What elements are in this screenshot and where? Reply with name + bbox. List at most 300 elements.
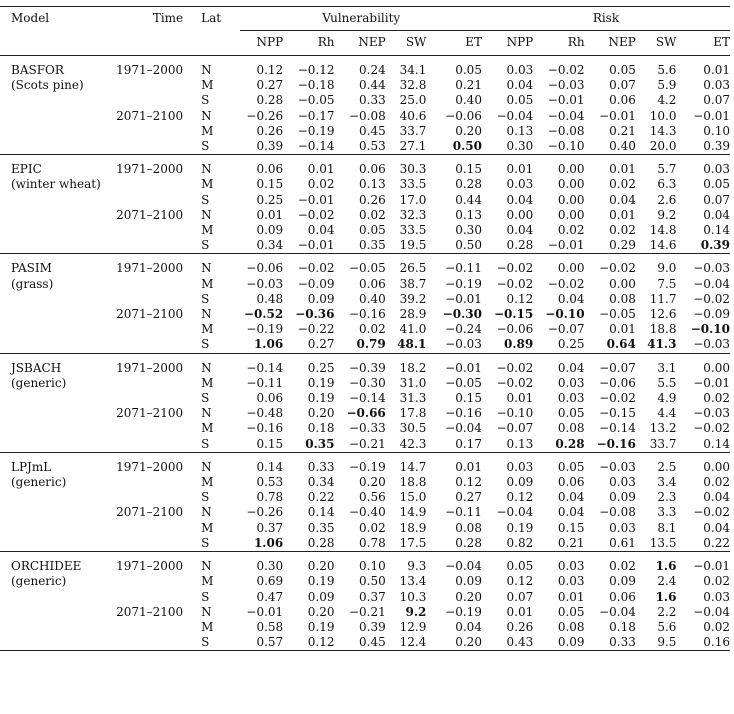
value-cell: 0.03 bbox=[533, 552, 584, 575]
value-cell: 14.9 bbox=[399, 505, 427, 520]
time-period: 2071–2100 bbox=[116, 406, 184, 421]
time-period bbox=[102, 93, 190, 108]
table-row bbox=[0, 505, 730, 520]
value-cell: 0.15 bbox=[455, 391, 482, 406]
model-name: JSBACH bbox=[0, 353, 102, 376]
table-row bbox=[0, 552, 730, 575]
value-cell: −0.01 bbox=[297, 192, 335, 207]
value-cell: −0.01 bbox=[445, 291, 482, 306]
latitude-band: N bbox=[189, 353, 240, 376]
model-subtitle: (generic) bbox=[11, 375, 67, 390]
time-period: 1971–2000 bbox=[102, 254, 190, 277]
value-cell: 0.79 bbox=[356, 337, 386, 352]
value-cell: 0.19 bbox=[506, 520, 534, 535]
value-cell: 9.2 bbox=[657, 207, 677, 222]
value-cell: 0.05 bbox=[506, 93, 534, 108]
value-cell: −0.08 bbox=[547, 123, 585, 138]
value-cell: 39.2 bbox=[399, 291, 427, 306]
value-cell: 0.35 bbox=[359, 238, 386, 253]
latitude-band: N bbox=[189, 56, 240, 79]
model-cell-empty bbox=[0, 337, 102, 353]
value-cell: 0.13 bbox=[455, 207, 482, 222]
value-cell: 0.06 bbox=[557, 475, 585, 490]
value-cell: 0.02 bbox=[585, 552, 636, 575]
latitude-band: N bbox=[201, 207, 212, 222]
value-cell: 4.9 bbox=[657, 391, 677, 406]
latitude-band: M bbox=[201, 223, 214, 238]
value-cell: 0.15 bbox=[557, 520, 585, 535]
value-cell: −0.02 bbox=[533, 56, 584, 79]
header-var-et-vulnerability: ET bbox=[426, 31, 482, 56]
value-cell: 0.28 bbox=[256, 93, 284, 108]
value-cell: −0.07 bbox=[547, 322, 585, 337]
value-cell: 0.04 bbox=[307, 223, 335, 238]
time-period: 1971–2000 bbox=[102, 353, 190, 376]
time-period: 2071–2100 bbox=[116, 505, 184, 520]
value-cell: 42.3 bbox=[399, 436, 427, 451]
model-name: ORCHIDEE bbox=[0, 552, 102, 575]
time-period bbox=[102, 391, 190, 406]
model-cell-empty bbox=[0, 620, 102, 635]
header-risk: Risk bbox=[482, 7, 730, 31]
value-cell: 0.02 bbox=[609, 223, 636, 238]
latitude-band: S bbox=[201, 589, 210, 604]
model-name: BASFOR bbox=[0, 56, 102, 79]
value-cell: 0.07 bbox=[703, 93, 730, 108]
model-name: EPIC bbox=[0, 155, 102, 178]
value-cell: 0.40 bbox=[359, 291, 386, 306]
value-cell: 31.3 bbox=[399, 391, 427, 406]
value-cell: 0.04 bbox=[506, 192, 534, 207]
value-cell: −0.01 bbox=[693, 375, 730, 390]
value-cell: 0.21 bbox=[455, 78, 482, 93]
value-cell: 0.44 bbox=[455, 192, 482, 207]
value-cell: −0.06 bbox=[599, 375, 636, 390]
value-cell: 0.02 bbox=[703, 619, 730, 634]
value-cell: 0.47 bbox=[256, 589, 284, 604]
value-cell: 5.6 bbox=[636, 56, 677, 79]
value-cell: −0.16 bbox=[445, 406, 482, 421]
value-cell: 10.3 bbox=[399, 589, 427, 604]
value-cell: 0.03 bbox=[557, 375, 585, 390]
time-period: 1971–2000 bbox=[102, 552, 190, 575]
value-cell: 0.14 bbox=[240, 452, 283, 475]
latitude-band: M bbox=[201, 177, 214, 192]
value-cell: 0.48 bbox=[256, 291, 284, 306]
value-cell: 0.27 bbox=[256, 78, 284, 93]
value-cell: 0.35 bbox=[305, 436, 335, 451]
model-cell-empty bbox=[0, 124, 102, 139]
model-cell-empty bbox=[0, 208, 102, 223]
value-cell: 0.33 bbox=[359, 93, 386, 108]
value-cell: 12.9 bbox=[399, 619, 427, 634]
value-cell: −0.03 bbox=[445, 337, 482, 352]
value-cell: −0.07 bbox=[496, 421, 534, 436]
value-cell: 0.25 bbox=[256, 192, 284, 207]
value-cell: −0.01 bbox=[297, 238, 335, 253]
latitude-band: N bbox=[201, 307, 212, 322]
latitude-band: N bbox=[189, 155, 240, 178]
model-subtitle: (Scots pine) bbox=[11, 78, 84, 93]
value-cell: −0.04 bbox=[547, 108, 585, 123]
value-cell: −0.16 bbox=[246, 421, 284, 436]
value-cell: 30.5 bbox=[399, 421, 427, 436]
value-cell: 15.0 bbox=[399, 490, 427, 505]
value-cell: 0.12 bbox=[506, 291, 534, 306]
model-cell-empty bbox=[0, 139, 102, 155]
value-cell: −0.15 bbox=[599, 406, 636, 421]
value-cell: 0.02 bbox=[359, 520, 386, 535]
value-cell: 0.08 bbox=[455, 520, 482, 535]
value-cell: 0.01 bbox=[557, 589, 585, 604]
value-cell: −0.14 bbox=[348, 391, 386, 406]
table-row bbox=[0, 322, 730, 337]
value-cell: 0.07 bbox=[506, 589, 534, 604]
value-cell: 12.6 bbox=[649, 307, 677, 322]
value-cell: 0.04 bbox=[703, 520, 730, 535]
latitude-band: S bbox=[189, 635, 240, 651]
value-cell: 0.01 bbox=[609, 207, 636, 222]
value-cell: 0.34 bbox=[256, 238, 284, 253]
value-cell: 0.18 bbox=[307, 421, 335, 436]
model-cell-empty bbox=[0, 421, 102, 436]
latitude-band: M bbox=[201, 619, 214, 634]
value-cell: −0.04 bbox=[496, 505, 534, 520]
value-cell: 2.6 bbox=[657, 192, 677, 207]
table-row bbox=[0, 337, 730, 353]
value-cell: 0.05 bbox=[557, 406, 585, 421]
value-cell: 0.29 bbox=[609, 238, 636, 253]
value-cell: 0.15 bbox=[256, 177, 284, 192]
model-subtitle: (grass) bbox=[11, 276, 54, 291]
value-cell: 0.05 bbox=[359, 223, 386, 238]
value-cell: 34.1 bbox=[386, 56, 427, 79]
value-cell: 0.69 bbox=[256, 574, 284, 589]
value-cell: 3.3 bbox=[657, 505, 677, 520]
value-cell: −0.08 bbox=[348, 108, 386, 123]
table-row bbox=[0, 620, 730, 635]
table-row bbox=[0, 406, 730, 421]
time-period bbox=[102, 421, 190, 436]
value-cell: −0.22 bbox=[297, 322, 335, 337]
value-cell: 0.00 bbox=[557, 207, 585, 222]
value-cell: 0.13 bbox=[506, 123, 534, 138]
value-cell: −0.19 bbox=[445, 276, 482, 291]
time-period bbox=[102, 277, 190, 292]
value-cell: −0.21 bbox=[348, 604, 386, 619]
value-cell: −0.09 bbox=[693, 307, 730, 322]
value-cell: 20.0 bbox=[649, 139, 677, 154]
value-cell: −0.21 bbox=[348, 436, 386, 451]
value-cell: 11.7 bbox=[649, 291, 677, 306]
table-row bbox=[0, 307, 730, 322]
value-cell: 0.30 bbox=[240, 552, 283, 575]
time-period: 1971–2000 bbox=[102, 452, 190, 475]
value-cell: 0.01 bbox=[676, 56, 730, 79]
value-cell: −0.01 bbox=[599, 108, 636, 123]
value-cell: 6.3 bbox=[657, 177, 677, 192]
value-cell: 0.50 bbox=[455, 238, 482, 253]
value-cell: −0.11 bbox=[426, 254, 482, 277]
table-row bbox=[0, 353, 730, 376]
value-cell: −0.16 bbox=[348, 307, 386, 322]
latitude-band: S bbox=[201, 192, 210, 207]
value-cell: −0.06 bbox=[240, 254, 283, 277]
value-cell: 18.2 bbox=[386, 353, 427, 376]
value-cell: 0.07 bbox=[703, 192, 730, 207]
value-cell: 0.09 bbox=[307, 291, 335, 306]
value-cell: −0.02 bbox=[599, 391, 636, 406]
value-cell: 0.02 bbox=[557, 223, 585, 238]
value-cell: 0.00 bbox=[506, 207, 534, 222]
latitude-band: S bbox=[201, 436, 210, 451]
time-period bbox=[102, 490, 190, 505]
time-period bbox=[102, 574, 190, 589]
value-cell: 0.06 bbox=[609, 589, 636, 604]
value-cell: 0.13 bbox=[506, 436, 534, 451]
table-row bbox=[0, 635, 730, 651]
model-cell-empty bbox=[0, 109, 102, 124]
value-cell: 2.2 bbox=[657, 604, 677, 619]
latitude-band: S bbox=[201, 93, 210, 108]
latitude-band: N bbox=[201, 505, 212, 520]
time-period bbox=[102, 193, 190, 208]
header-row-variables bbox=[0, 31, 730, 56]
value-cell: 10.0 bbox=[649, 108, 677, 123]
value-cell: −0.03 bbox=[547, 78, 585, 93]
latitude-band: M bbox=[201, 123, 214, 138]
value-cell: 1.6 bbox=[636, 552, 677, 575]
value-cell: 0.00 bbox=[676, 452, 730, 475]
value-cell: 0.26 bbox=[506, 619, 534, 634]
value-cell: −0.26 bbox=[246, 505, 284, 520]
value-cell: 0.19 bbox=[307, 391, 335, 406]
value-cell: 0.05 bbox=[482, 552, 533, 575]
value-cell: 0.09 bbox=[256, 223, 284, 238]
value-cell: 0.01 bbox=[283, 155, 334, 178]
latitude-band: N bbox=[189, 452, 240, 475]
time-period bbox=[102, 322, 190, 337]
value-cell: −0.01 bbox=[547, 93, 585, 108]
table-row bbox=[0, 490, 730, 505]
table-row bbox=[0, 574, 730, 589]
latitude-band: S bbox=[201, 490, 210, 505]
model-subtitle: (generic) bbox=[11, 475, 67, 490]
value-cell: 0.10 bbox=[334, 552, 385, 575]
value-cell: −0.12 bbox=[283, 56, 334, 79]
header-time: Time bbox=[102, 7, 190, 31]
value-cell: −0.01 bbox=[693, 108, 730, 123]
time-period bbox=[102, 337, 190, 353]
value-cell: 0.02 bbox=[703, 475, 730, 490]
value-cell: 32.8 bbox=[399, 78, 427, 93]
value-cell: 0.09 bbox=[533, 635, 584, 651]
value-cell: 1.06 bbox=[253, 535, 284, 550]
table-row bbox=[0, 193, 730, 208]
table-row bbox=[0, 93, 730, 108]
model-name: LPJmL bbox=[0, 452, 102, 475]
latitude-band: N bbox=[201, 604, 212, 619]
value-cell: 0.30 bbox=[455, 223, 482, 238]
value-cell: −0.02 bbox=[693, 505, 730, 520]
value-cell: −0.30 bbox=[442, 307, 482, 322]
table-row bbox=[0, 475, 730, 490]
value-cell: 0.53 bbox=[359, 139, 386, 154]
value-cell: −0.11 bbox=[246, 375, 284, 390]
table-row bbox=[0, 452, 730, 475]
latitude-band: N bbox=[189, 254, 240, 277]
value-cell: 14.3 bbox=[649, 123, 677, 138]
value-cell: −0.04 bbox=[693, 276, 730, 291]
value-cell: 0.12 bbox=[240, 56, 283, 79]
latitude-band: M bbox=[201, 322, 214, 337]
value-cell: 9.5 bbox=[636, 635, 677, 651]
value-cell: 0.14 bbox=[307, 505, 335, 520]
value-cell: 0.40 bbox=[609, 139, 636, 154]
value-cell: −0.01 bbox=[547, 238, 585, 253]
value-cell: −0.02 bbox=[297, 207, 335, 222]
value-cell: 0.02 bbox=[359, 207, 386, 222]
value-cell: 0.16 bbox=[676, 635, 730, 651]
value-cell: 0.03 bbox=[557, 391, 585, 406]
value-cell: 33.7 bbox=[649, 436, 677, 451]
time-period bbox=[102, 620, 190, 635]
latitude-band: M bbox=[201, 375, 214, 390]
table-row bbox=[0, 109, 730, 124]
time-period bbox=[102, 376, 190, 391]
header-var-nep-vulnerability: NEP bbox=[334, 31, 385, 56]
value-cell: 0.03 bbox=[482, 452, 533, 475]
value-cell: 33.7 bbox=[399, 123, 427, 138]
model-cell-empty bbox=[0, 590, 102, 605]
value-cell: 0.05 bbox=[557, 604, 585, 619]
value-cell: 0.09 bbox=[609, 574, 636, 589]
value-cell: 0.82 bbox=[506, 535, 534, 550]
latitude-band: S bbox=[201, 291, 210, 306]
value-cell: 0.40 bbox=[455, 93, 482, 108]
value-cell: 0.02 bbox=[703, 391, 730, 406]
value-cell: 0.20 bbox=[455, 589, 482, 604]
value-cell: 0.34 bbox=[307, 475, 335, 490]
table-row bbox=[0, 56, 730, 79]
value-cell: −0.02 bbox=[496, 276, 534, 291]
latitude-band: M bbox=[201, 421, 214, 436]
value-cell: 0.53 bbox=[256, 475, 284, 490]
time-period bbox=[102, 590, 190, 605]
model-cell-empty bbox=[0, 307, 102, 322]
value-cell: 0.18 bbox=[609, 619, 636, 634]
value-cell: 0.12 bbox=[283, 635, 334, 651]
value-cell: −0.02 bbox=[496, 375, 534, 390]
value-cell: 0.78 bbox=[359, 535, 386, 550]
time-period bbox=[102, 475, 190, 490]
table-row bbox=[0, 605, 730, 620]
value-cell: 0.37 bbox=[359, 589, 386, 604]
latitude-band: N bbox=[201, 108, 212, 123]
value-cell: 0.50 bbox=[452, 139, 482, 154]
value-cell: −0.02 bbox=[693, 421, 730, 436]
value-cell: 2.4 bbox=[657, 574, 677, 589]
table-row bbox=[0, 223, 730, 238]
value-cell: 0.04 bbox=[703, 490, 730, 505]
value-cell: 0.14 bbox=[703, 436, 730, 451]
value-cell: 4.2 bbox=[657, 93, 677, 108]
latitude-band: S bbox=[201, 337, 210, 352]
value-cell: 0.01 bbox=[482, 155, 533, 178]
value-cell: −0.39 bbox=[334, 353, 385, 376]
value-cell: 0.21 bbox=[557, 535, 585, 550]
value-cell: 0.01 bbox=[506, 604, 534, 619]
value-cell: −0.14 bbox=[297, 139, 335, 154]
model-cell-empty bbox=[0, 292, 102, 307]
value-cell: 0.45 bbox=[334, 635, 385, 651]
value-cell: 0.17 bbox=[455, 436, 482, 451]
value-cell: 0.27 bbox=[307, 337, 335, 352]
value-cell: 0.01 bbox=[585, 155, 636, 178]
value-cell: 0.00 bbox=[557, 192, 585, 207]
header-row-groups bbox=[0, 7, 730, 31]
value-cell: 18.8 bbox=[649, 322, 677, 337]
value-cell: 0.00 bbox=[533, 254, 584, 277]
value-cell: −0.02 bbox=[547, 276, 585, 291]
value-cell: 0.05 bbox=[533, 452, 584, 475]
model-cell-empty bbox=[0, 490, 102, 505]
value-cell: 0.28 bbox=[455, 535, 482, 550]
value-cell: 0.03 bbox=[703, 78, 730, 93]
value-cell: 0.04 bbox=[557, 490, 585, 505]
header-var-sw-vulnerability: SW bbox=[386, 31, 427, 56]
value-cell: 0.08 bbox=[609, 291, 636, 306]
value-cell: 0.06 bbox=[240, 155, 283, 178]
value-cell: −0.03 bbox=[693, 337, 730, 352]
value-cell: 0.03 bbox=[506, 177, 534, 192]
value-cell: 0.06 bbox=[334, 155, 385, 178]
latitude-band: S bbox=[201, 391, 210, 406]
value-cell: −0.10 bbox=[496, 406, 534, 421]
model-cell-empty bbox=[0, 605, 102, 620]
value-cell: 28.9 bbox=[399, 307, 427, 322]
value-cell: 0.33 bbox=[585, 635, 636, 651]
table-row bbox=[0, 155, 730, 178]
header-lat: Lat bbox=[189, 7, 240, 31]
value-cell: 30.3 bbox=[386, 155, 427, 178]
value-cell: 0.04 bbox=[533, 353, 584, 376]
value-cell: 0.20 bbox=[307, 406, 335, 421]
model-cell-empty bbox=[0, 437, 102, 453]
value-cell: 0.26 bbox=[359, 192, 386, 207]
value-cell: 41.3 bbox=[647, 337, 677, 352]
table-row bbox=[0, 536, 730, 552]
model-cell-empty bbox=[0, 391, 102, 406]
value-cell: 0.03 bbox=[482, 56, 533, 79]
value-cell: −0.18 bbox=[297, 78, 335, 93]
model-cell-empty bbox=[0, 505, 102, 520]
value-cell: 0.64 bbox=[606, 337, 636, 352]
time-period: 1971–2000 bbox=[102, 56, 190, 79]
value-cell: 0.12 bbox=[506, 490, 534, 505]
time-period bbox=[102, 177, 190, 192]
value-cell: 17.5 bbox=[399, 535, 427, 550]
value-cell: 14.7 bbox=[386, 452, 427, 475]
value-cell: −0.02 bbox=[585, 254, 636, 277]
time-period: 1971–2000 bbox=[102, 155, 190, 178]
value-cell: 0.02 bbox=[609, 177, 636, 192]
value-cell: 0.06 bbox=[609, 93, 636, 108]
value-cell: 0.13 bbox=[359, 177, 386, 192]
table-row bbox=[0, 208, 730, 223]
value-cell: −0.03 bbox=[676, 254, 730, 277]
value-cell: 0.02 bbox=[359, 322, 386, 337]
